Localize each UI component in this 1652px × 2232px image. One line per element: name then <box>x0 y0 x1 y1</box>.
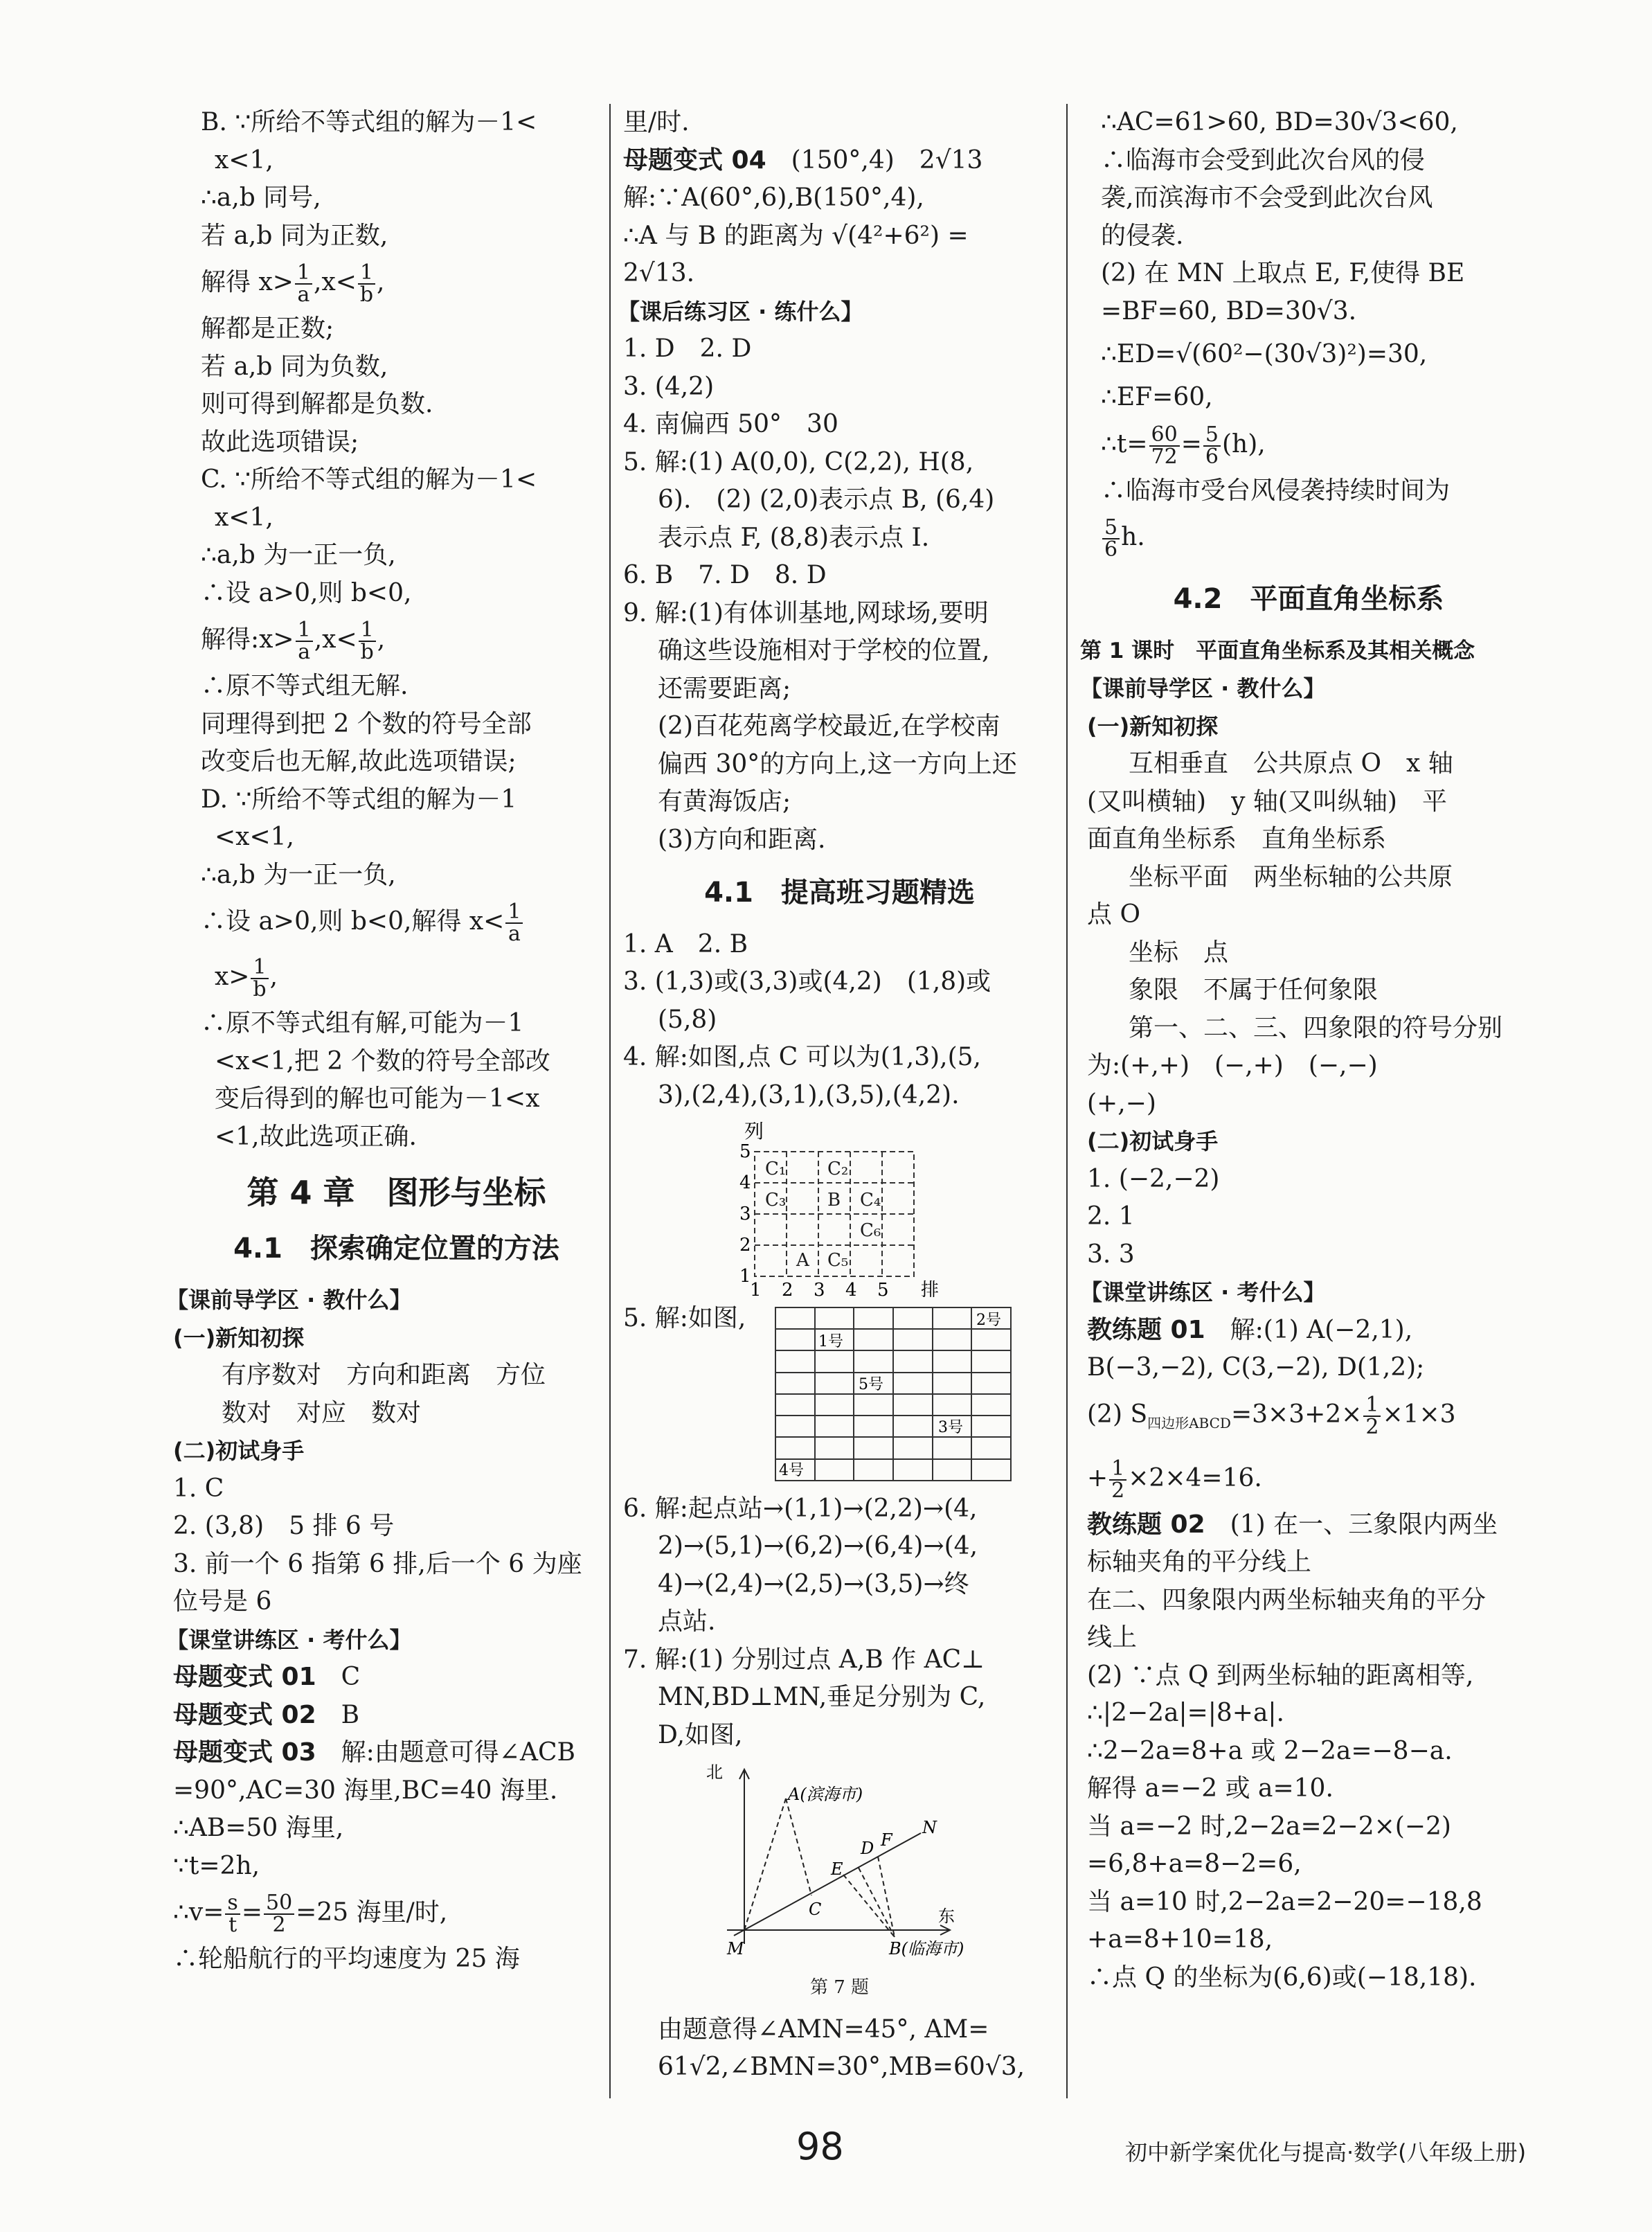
section-title: 4.2 平面直角坐标系 <box>1173 583 1444 615</box>
text-line: 3. (1,3)或(3,3)或(4,2) (1,8)或 <box>623 967 991 996</box>
text-line: +a=8+10=18, <box>1087 1925 1273 1954</box>
denominator: a <box>297 283 310 307</box>
fraction <box>1149 422 1180 469</box>
text-line: ∴v= $\frac{s}{t}$ = $\frac{50}{2}$ =25 海里/时, <box>173 1891 448 1937</box>
text-line: 坐标平面 两坐标轴的公共原 <box>1129 862 1453 891</box>
map-label: 3号 <box>938 1418 963 1436</box>
text-line <box>173 1697 592 1735</box>
fraction <box>225 1893 240 1936</box>
text-line: 故此选项错误; <box>201 427 359 456</box>
text-span: (2) S <box>1087 1400 1148 1429</box>
text-line: (+,−) <box>1087 1089 1156 1118</box>
grid-label: C₃ <box>765 1190 787 1211</box>
text-line: ∴a,b 同号, <box>201 184 321 212</box>
subheading: (二)初试身手 <box>1087 1128 1219 1154</box>
text-line: ∴AC=61>60, BD=30√3<60, <box>1101 108 1458 136</box>
grid-row-label: 排 <box>921 1280 940 1297</box>
grid-label: C₅ <box>827 1250 849 1271</box>
text-line: =90°,AC=30 海里,BC=40 海里. <box>173 1776 558 1805</box>
text-line: 确这些设施相对于学校的位置, <box>658 636 990 665</box>
text-span: 解得:x> <box>201 625 294 654</box>
text-line: B(−3,−2), C(3,−2), D(1,2); <box>1087 1353 1425 1382</box>
numerator: 5 <box>1203 425 1221 447</box>
text-line: ∴原不等式组有解,可能为－1 <box>201 1009 524 1037</box>
text-line: <x<1,把 2 个数的符号全部改 <box>215 1046 550 1075</box>
numerator: 1 <box>1363 1395 1381 1417</box>
text-line: 数对 对应 数对 <box>222 1398 422 1427</box>
text-line: 4. 南偏西 50° 30 <box>623 410 838 438</box>
denominator: a <box>298 640 311 664</box>
col-number: 1 <box>750 1280 762 1297</box>
text-line: 象限 不属于任何象限 <box>1129 976 1379 1004</box>
text-line: x> $\frac{1}{b}$ , <box>215 955 278 1001</box>
numerator: 1 <box>359 620 376 642</box>
text-line: 还需要距离; <box>658 674 791 703</box>
text-line: 位号是 6 <box>173 1587 272 1616</box>
text-line: 的侵袭. <box>1101 221 1184 250</box>
col-number: 5 <box>877 1280 889 1297</box>
numerator: 1 <box>251 957 268 979</box>
map-label: 2号 <box>976 1311 1001 1329</box>
numerator: 1 <box>295 262 312 285</box>
text-line: 线上 <box>1087 1623 1138 1652</box>
text-span: ×2×4=16. <box>1128 1463 1262 1492</box>
text-line: MN,BD⊥MN,垂足分别为 C, <box>658 1683 986 1711</box>
denominator: 2 <box>272 1913 286 1937</box>
denominator: b <box>360 640 374 664</box>
text-line: C. ∵所给不等式组的解为－1< <box>201 465 537 494</box>
column-divider-2 <box>1066 104 1068 2098</box>
chapter-title: 第 4 章 图形与坐标 <box>246 1174 546 1211</box>
text-line: 表示点 F, (8,8)表示点 I. <box>658 523 930 552</box>
text-line: 1. C <box>173 1474 224 1503</box>
zone-heading: 【课后练习区 · 练什么】 <box>618 298 863 325</box>
row-number: 4 <box>739 1172 751 1193</box>
text-line: ∴A 与 B 的距离为 √(4²+6²) = <box>623 221 969 250</box>
text-line: ∴AB=50 海里, <box>173 1814 344 1842</box>
text-span: ×1×3 <box>1382 1400 1456 1429</box>
grid-column-label: 列 <box>744 1120 764 1143</box>
answer: (150°,4) 2√13 <box>791 145 983 175</box>
denominator: 6 <box>1104 537 1118 562</box>
text-line: 里/时. <box>623 108 690 136</box>
text-line: 改变后也无解,故此选项错误; <box>201 747 517 776</box>
row-number: 1 <box>739 1266 751 1287</box>
text-line: 解都是正数; <box>201 314 334 343</box>
text-line: B. ∵所给不等式组的解为－1< <box>201 108 537 136</box>
text-line: =6,8+a=8−2=6, <box>1087 1850 1302 1879</box>
text-line: 第一、二、三、四象限的符号分别 <box>1129 1013 1503 1042</box>
text-line: 若 a,b 同为负数, <box>201 352 388 381</box>
denominator: 2 <box>1365 1414 1379 1439</box>
denominator: b <box>359 283 374 307</box>
text-line: 2. 1 <box>1087 1202 1135 1231</box>
text-line: 解:∵A(60°,6),B(150°,4), <box>623 184 924 212</box>
text-line: ∴点 Q 的坐标为(6,6)或(−18,18). <box>1087 1963 1477 1992</box>
text-span: x> <box>215 963 250 991</box>
numerator: 50 <box>264 1893 294 1915</box>
fraction <box>358 262 375 305</box>
text-line: 1. D 2. D <box>623 334 752 363</box>
point-a-label: A(滨海市) <box>788 1785 863 1804</box>
lesson-title: 第 1 课时 平面直角坐标系及其相关概念 <box>1080 638 1475 663</box>
text-line <box>173 1734 592 1772</box>
text-line: 互相垂直 公共原点 O x 轴 <box>1129 749 1453 778</box>
text-line: 袭,而滨海市不会受到此次台风 <box>1101 184 1433 212</box>
fraction <box>1363 1392 1381 1439</box>
text-line: 同理得到把 2 个数的符号全部 <box>201 709 532 738</box>
text-line: =BF=60, BD=30√3. <box>1101 296 1357 325</box>
denominator: 72 <box>1151 444 1178 469</box>
text-line: ∴2−2a=8+a 或 2−2a=−8−a. <box>1087 1736 1453 1765</box>
text-line: ∴临海市会受到此次台风的侵 <box>1101 145 1426 175</box>
numerator: s <box>225 1893 240 1915</box>
figure-caption: 第 7 题 <box>809 1977 870 1998</box>
answer: B <box>341 1700 360 1729</box>
text-line: 有序数对 方向和距离 方位 <box>222 1361 546 1389</box>
footer-title: 初中新学案优化与提高·数学(八年级上册) <box>1125 2139 1527 2166</box>
text-line: D,如图, <box>658 1720 743 1749</box>
seat-grid-figure <box>623 1117 1052 1297</box>
typhoon-figure <box>623 1757 1052 1972</box>
variant-label: 母题变式 01 <box>173 1663 316 1691</box>
text-line: 6. B 7. D 8. D <box>623 561 827 589</box>
text-line: ∴a,b 为一正一负, <box>201 860 396 889</box>
text-line: (又叫横轴) y 轴(又叫纵轴) 平 <box>1087 787 1447 816</box>
point-b-label: B(临海市) <box>889 1939 964 1958</box>
text-line: 1. (−2,−2) <box>1087 1164 1220 1193</box>
text-line: 解得 a=−2 或 a=10. <box>1087 1774 1334 1803</box>
grid-label: C₂ <box>827 1159 849 1179</box>
text-line: 坐标 点 <box>1129 938 1229 967</box>
text-line: ∴轮船航行的平均速度为 25 海 <box>173 1945 520 1973</box>
text-line: D. ∵所给不等式组的解为－1 <box>201 785 517 814</box>
text-line: 4. 解:如图,点 C 可以为(1,3),(5, <box>623 1043 981 1071</box>
text-line: 标轴夹角的平分线上 <box>1087 1548 1312 1577</box>
variant-label: 母题变式 04 <box>623 145 766 175</box>
column-2 <box>618 104 1056 2087</box>
text-line: 7. 解:(1) 分别过点 A,B 作 AC⊥ <box>623 1645 985 1674</box>
denominator: a <box>508 922 521 946</box>
grid-label: A <box>796 1250 809 1271</box>
text-line <box>173 1659 592 1697</box>
exercise-label: 教练题 01 <box>1087 1315 1205 1344</box>
text-line: 3. (4,2) <box>623 372 715 401</box>
text-span: =25 海里/时, <box>296 1898 448 1927</box>
text-line: 2. (3,8) 5 排 6 号 <box>173 1512 395 1540</box>
text-line: 61√2,∠BMN=30°,MB=60√3, <box>658 2053 1025 2081</box>
numerator: 1 <box>296 620 313 642</box>
text-line: ∴t= $\frac{60}{72}$ = $\frac{5}{6}$ (h), <box>1101 422 1266 469</box>
text-line: ∴设 a>0,则 b<0, <box>201 578 412 607</box>
grid-label: B <box>827 1190 841 1211</box>
numerator: 60 <box>1149 425 1180 447</box>
map-label: 5号 <box>859 1375 883 1393</box>
point-c-label: C <box>809 1900 822 1919</box>
text-line: 面直角坐标系 直角坐标系 <box>1087 825 1387 853</box>
text-line: 在二、四象限内两坐标轴夹角的平分 <box>1087 1585 1487 1614</box>
text-line <box>1080 1312 1537 1350</box>
line-bf <box>878 1857 895 1937</box>
point-f-label: F <box>881 1830 892 1850</box>
fraction <box>505 902 523 945</box>
row-number: 5 <box>739 1141 751 1162</box>
subscript: 四边形ABCD <box>1147 1414 1231 1431</box>
denominator: b <box>253 977 267 1001</box>
text-line: 5. 解:(1) A(0,0), C(2,2), H(8, <box>623 447 974 476</box>
row-number: 3 <box>739 1204 751 1224</box>
text-span: ,x< <box>314 268 357 296</box>
page-number: 98 <box>796 2125 844 2168</box>
text-line: 3. 3 <box>1087 1240 1135 1269</box>
column-3 <box>1080 104 1537 1997</box>
text-span: 解:(1) A(−2,1), <box>1230 1315 1413 1344</box>
text-line: 1. A 2. B <box>623 929 748 958</box>
text-line <box>1080 1387 1537 1451</box>
numerator: 1 <box>1109 1458 1126 1481</box>
text-span: + <box>1087 1463 1108 1492</box>
section-title: 4.1 探索确定位置的方法 <box>233 1232 559 1265</box>
text-line: 由题意得∠AMN=45°, AM= <box>658 2015 989 2044</box>
text-line: 5. 解:如图, <box>623 1304 746 1332</box>
fraction <box>359 620 376 663</box>
text-line: 3. 前一个 6 指第 6 排,后一个 6 为座 <box>173 1549 582 1578</box>
denominator: 6 <box>1205 444 1219 469</box>
column-1 <box>166 104 592 1979</box>
row-number: 2 <box>739 1235 751 1256</box>
text-line: x<1, <box>215 503 273 532</box>
text-span: 解得 x> <box>201 268 294 296</box>
zone-heading: 【课前导学区 · 教什么】 <box>166 1287 412 1313</box>
line-ac <box>786 1798 811 1895</box>
text-line: 2√13. <box>623 259 695 287</box>
text-line: 解得 x> $\frac{1}{a}$ ,x< $\frac{1}{b}$ , <box>201 260 385 307</box>
text-line <box>1080 510 1537 565</box>
fraction <box>251 957 268 1000</box>
text-line: 4)→(2,4)→(2,5)→(3,5)→终 <box>658 1569 969 1598</box>
text-line <box>1080 1506 1537 1544</box>
text-span: =3×3+2× <box>1230 1400 1363 1429</box>
text-line: (2)百花苑离学校最近,在学校南 <box>658 712 1000 740</box>
text-span: (h), <box>1222 429 1266 458</box>
text-span: ∴设 a>0,则 b<0,解得 x< <box>201 907 505 936</box>
line-mn <box>734 1833 921 1936</box>
text-line: 有黄海饭店; <box>658 787 791 816</box>
variant-label: 母题变式 03 <box>173 1738 316 1767</box>
grid-label: C₁ <box>765 1159 787 1179</box>
col-number: 4 <box>845 1280 857 1297</box>
grid-label: C₄ <box>860 1190 881 1211</box>
text-line: 当 a=10 时,2−2a=2−20=−18,8 <box>1087 1887 1482 1916</box>
text-line: 解得:x> $\frac{1}{a}$ ,x< $\frac{1}{b}$ , <box>201 618 386 664</box>
numerator: 1 <box>505 902 523 924</box>
text-span: (1) 在一、三象限内两坐 <box>1230 1510 1498 1539</box>
text-line: 2)→(5,1)→(6,2)→(6,4)→(4, <box>658 1532 978 1560</box>
grid-label: C₆ <box>860 1220 881 1241</box>
map-label: 4号 <box>779 1461 804 1479</box>
text-line: 点站. <box>658 1607 716 1636</box>
column-divider-1 <box>609 104 611 2098</box>
variant-label: 母题变式 02 <box>173 1700 316 1729</box>
fraction <box>1203 422 1221 469</box>
map-label: 1号 <box>818 1332 843 1350</box>
col-number: 2 <box>782 1280 793 1297</box>
point-d-label: D <box>861 1839 874 1858</box>
fraction <box>264 1893 294 1936</box>
text-line: 点 O <box>1087 900 1140 929</box>
denominator: 2 <box>1111 1478 1125 1503</box>
subheading: (一)新知初探 <box>1087 713 1219 740</box>
text-line: ∴原不等式组无解. <box>201 672 408 700</box>
line-be <box>843 1875 895 1937</box>
point-e-label: E <box>831 1859 843 1879</box>
text-line: (3)方向和距离. <box>658 825 826 854</box>
subheading: (一)新知初探 <box>173 1324 305 1351</box>
text-line: <1,故此选项正确. <box>215 1122 417 1151</box>
fraction <box>296 620 313 663</box>
text-line: ∴ED=√(60²−(30√3)²)=30, <box>1101 340 1428 368</box>
zone-heading: 【课前导学区 · 教什么】 <box>1080 675 1326 702</box>
text-line: (2) 在 MN 上取点 E, F,使得 BE <box>1101 259 1465 287</box>
numerator: 5 <box>1102 517 1120 539</box>
text-line: 若 a,b 同为正数, <box>201 221 388 250</box>
text-span: ,x< <box>314 625 357 654</box>
text-line: 3),(2,4),(3,1),(3,5),(4,2). <box>658 1080 960 1109</box>
text-line: 6). (2) (2,0)表示点 B, (6,4) <box>658 485 995 514</box>
fraction <box>295 262 312 305</box>
section-title: 4.1 提高班习题精选 <box>704 877 975 909</box>
text-line: <x<1, <box>215 823 294 851</box>
subheading: (二)初试身手 <box>173 1438 305 1464</box>
text-line: ∴a,b 为一正一负, <box>201 541 396 569</box>
point-m-label: M <box>727 1939 744 1958</box>
text-line <box>1080 1451 1537 1506</box>
text-line: (5,8) <box>658 1005 717 1034</box>
text-line: ∴|2−2a|=|8+a|. <box>1087 1699 1284 1728</box>
exercise-label: 教练题 02 <box>1087 1510 1205 1539</box>
east-label: 东 <box>938 1907 955 1926</box>
text-line: ∵t=2h, <box>173 1851 260 1880</box>
text-line: ∴临海市受台风侵袭持续时间为 <box>1101 476 1451 505</box>
fraction <box>1109 1458 1126 1501</box>
text-span: ∴t= <box>1101 429 1148 458</box>
text-line <box>201 894 592 949</box>
text-line: 则可得到解都是负数. <box>201 390 433 418</box>
denominator: t <box>228 1913 237 1937</box>
text-span: 解:由题意可得∠ACB <box>341 1738 575 1767</box>
text-line: 9. 解:(1)有体训基地,网球场,要明 <box>623 598 989 627</box>
text-span: h. <box>1121 523 1145 551</box>
zone-heading: 【课堂讲练区 · 考什么】 <box>166 1626 412 1653</box>
numerator: 1 <box>358 262 375 285</box>
fraction <box>1102 517 1120 560</box>
text-line: ∴EF=60, <box>1101 383 1213 411</box>
line-bd <box>859 1868 895 1937</box>
text-line: (2) ∵点 Q 到两坐标轴的距离相等, <box>1087 1661 1474 1690</box>
answer: C <box>341 1663 361 1691</box>
north-label: 北 <box>706 1762 723 1782</box>
text-line: x<1, <box>215 145 273 175</box>
text-span: ∴v= <box>173 1898 224 1927</box>
point-n-label: N <box>922 1818 937 1837</box>
text-line <box>623 142 1056 180</box>
text-line: 偏西 30°的方向上,这一方向上还 <box>658 749 1017 778</box>
text-line: 为:(+,+) (−,+) (−,−) <box>1087 1051 1378 1080</box>
map-grid-lines <box>775 1307 1011 1481</box>
text-line: 6. 解:起点站→(1,1)→(2,2)→(4, <box>623 1494 978 1523</box>
col-number: 3 <box>814 1280 825 1297</box>
text-line: 当 a=−2 时,2−2a=2−2×(−2) <box>1087 1812 1451 1841</box>
text-line: 变后得到的解也可能为－1<x <box>215 1084 540 1113</box>
zone-heading: 【课堂讲练区 · 考什么】 <box>1080 1279 1326 1305</box>
